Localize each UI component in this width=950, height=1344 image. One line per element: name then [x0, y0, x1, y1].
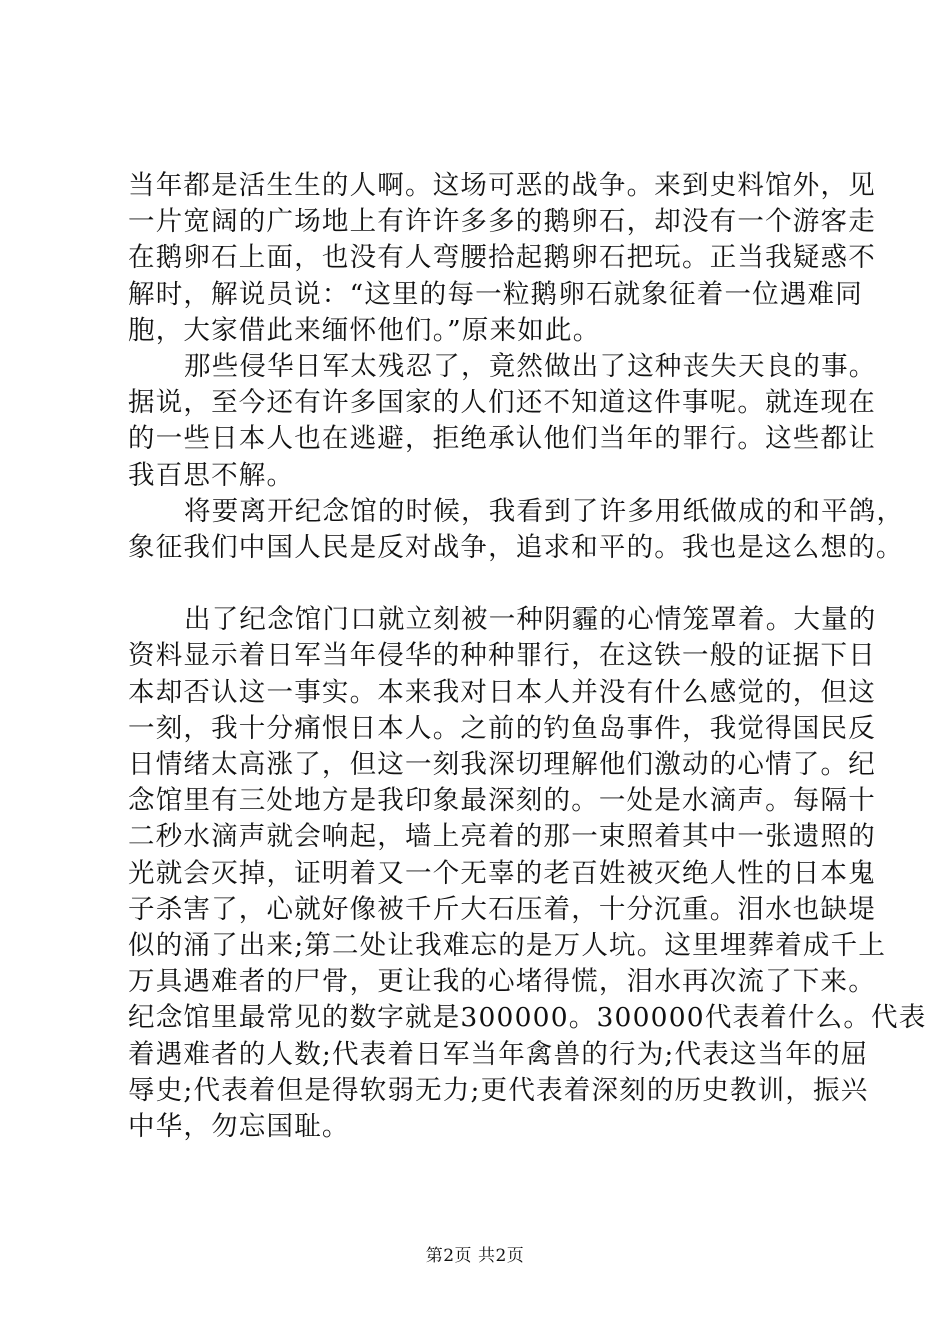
text-line: 当年都是活生生的人啊。这场可恶的战争。来到史料馆外，见	[128, 170, 876, 201]
paragraph	[128, 349, 877, 494]
text-line: 万具遇难者的尸骨，更让我的心堵得慌，泪水再次流了下来。	[128, 966, 876, 998]
paragraph-gap	[128, 566, 850, 602]
text-line: 纪念馆里最常见的数字就是300000。300000代表着什么。代表	[128, 1002, 927, 1034]
text-line: 解时，解说员说：“这里的每一粒鹅卵石就象征着一位遇难同	[128, 278, 863, 310]
text-line: 一片宽阔的广场地上有许许多多的鹅卵石，却没有一个游客走	[128, 206, 876, 238]
text-line: 资料显示着日军当年侵华的种种罪行，在这铁一般的证据下日	[128, 640, 876, 672]
paragraph	[128, 168, 876, 349]
text-line: 二秒水滴声就会响起，墙上亮着的那一束照着其中一张遗照的	[128, 821, 876, 853]
text-line: 日情绪太高涨了，但这一刻我深切理解他们激动的心情了。纪	[128, 749, 876, 780]
text-line: 着遇难者的人数;代表着日军当年禽兽的行为;代表这当年的屈	[128, 1038, 869, 1070]
text-line: 象征我们中国人民是反对战争，追求和平的。我也是这么想的。	[128, 531, 904, 563]
page-number-footer: 第2页 共2页	[425, 1246, 525, 1266]
text-line: 胞，大家借此来缅怀他们。”原来如此。	[128, 314, 601, 346]
text-line: 我百思不解。	[128, 459, 295, 491]
text-line: 辱史;代表着但是得软弱无力;更代表着深刻的历史教训，振兴	[128, 1074, 869, 1106]
text-line: 本却否认这一事实。本来我对日本人并没有什么感觉的，但这	[128, 676, 876, 708]
text-line: 中华，勿忘国耻。	[128, 1110, 350, 1142]
text-line: 光就会灭掉，证明着又一个无辜的老百姓被灭绝人性的日本鬼	[128, 857, 876, 889]
text-line: 一刻，我十分痛恨日本人。之前的钓鱼岛事件，我觉得国民反	[128, 712, 876, 744]
text-line: 子杀害了，心就好像被千斤大石压着，十分沉重。泪水也缺堤	[128, 893, 876, 925]
text-line: 出了纪念馆门口就立刻被一种阴霾的心情笼罩着。大量的	[184, 604, 877, 636]
paragraph	[128, 494, 905, 566]
text-line: 的一些日本人也在逃避，拒绝承认他们当年的罪行。这些都让	[128, 423, 876, 455]
text-line: 似的涌了出来;第二处让我难忘的是万人坑。这里埋葬着成千上	[128, 929, 887, 961]
text-line: 据说，至今还有许多国家的人们还不知道这件事呢。就连现在	[128, 387, 876, 419]
text-line: 那些侵华日军太残忍了，竟然做出了这种丧失天良的事。	[184, 350, 877, 382]
text-line: 将要离开纪念馆的时候，我看到了许多用纸做成的和平鸽，	[184, 495, 905, 527]
paragraph	[128, 602, 927, 1145]
text-line: 在鹅卵石上面，也没有人弯腰拾起鹅卵石把玩。正当我疑惑不	[128, 242, 876, 274]
document-body	[128, 168, 927, 1145]
text-line: 念馆里有三处地方是我印象最深刻的。一处是水滴声。每隔十	[128, 785, 876, 817]
